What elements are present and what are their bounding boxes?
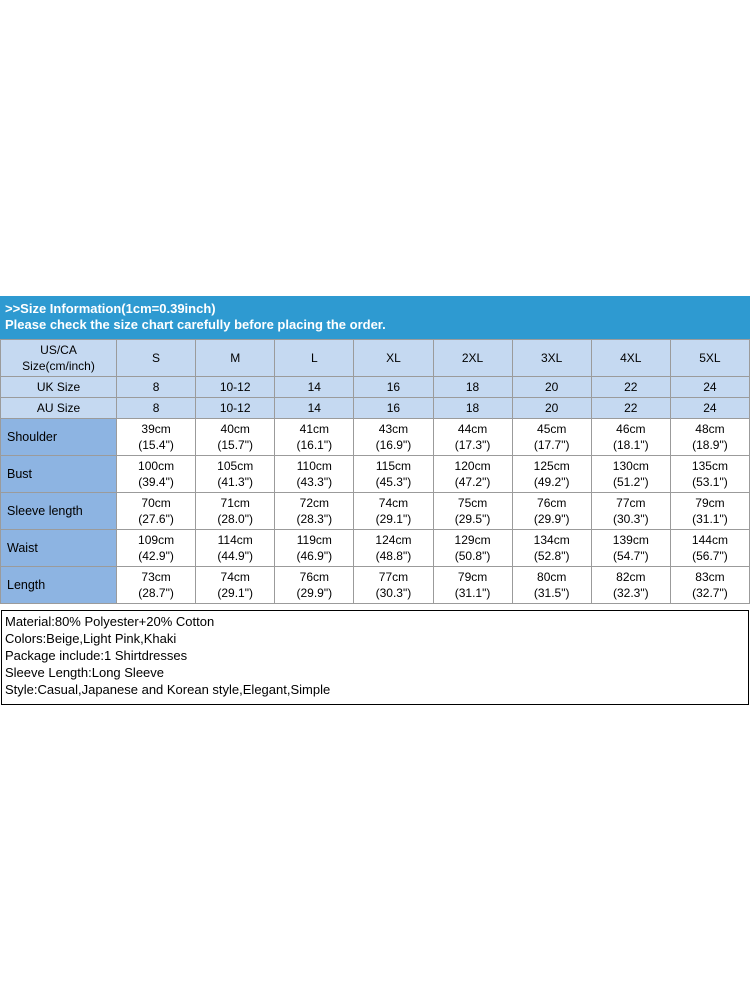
banner-line-2: Please check the size chart carefully before placing the order. [5,317,386,332]
measurement-cell: 76cm (29.9") [275,567,354,604]
size-value-cell: 10-12 [196,377,275,398]
measurement-cell: 43cm (16.9") [354,419,433,456]
size-value-cell: 20 [512,377,591,398]
measurement-cell: 144cm (56.7") [670,530,749,567]
measurement-cell: 45cm (17.7") [512,419,591,456]
measurement-row-label: Sleeve length [1,493,117,530]
measurement-cell: 100cm (39.4") [117,456,196,493]
size-value-cell: 14 [275,398,354,419]
size-column-header: 2XL [433,340,512,377]
measurement-cell: 75cm (29.5") [433,493,512,530]
measurement-cell: 110cm (43.3") [275,456,354,493]
measurement-cell: 115cm (45.3") [354,456,433,493]
corner-header: US/CA Size(cm/inch) [1,340,117,377]
measurement-cell: 71cm (28.0") [196,493,275,530]
measurement-cell: 79cm (31.1") [670,493,749,530]
size-column-header: 3XL [512,340,591,377]
measurement-cell: 77cm (30.3") [591,493,670,530]
size-column-header: 4XL [591,340,670,377]
measurement-cell: 82cm (32.3") [591,567,670,604]
measurement-cell: 40cm (15.7") [196,419,275,456]
size-value-cell: 22 [591,377,670,398]
size-table [0,339,750,604]
measurement-cell: 39cm (15.4") [117,419,196,456]
details-line-package: Package include:1 Shirtdresses [5,648,188,663]
details-box [1,610,749,705]
size-value-cell: 24 [670,377,749,398]
size-value-cell: 22 [591,398,670,419]
size-column-header: 5XL [670,340,749,377]
measurement-row-label: Waist [1,530,117,567]
measurement-cell: 46cm (18.1") [591,419,670,456]
measurement-cell: 135cm (53.1") [670,456,749,493]
measurement-cell: 77cm (30.3") [354,567,433,604]
measurement-cell: 73cm (28.7") [117,567,196,604]
measurement-cell: 134cm (52.8") [512,530,591,567]
measurement-row-label: Length [1,567,117,604]
measurement-cell: 44cm (17.3") [433,419,512,456]
measurement-cell: 130cm (51.2") [591,456,670,493]
size-info-banner [0,296,750,339]
size-column-header: S [117,340,196,377]
measurement-cell: 80cm (31.5") [512,567,591,604]
measurement-cell: 70cm (27.6") [117,493,196,530]
size-value-cell: 16 [354,377,433,398]
size-value-cell: 10-12 [196,398,275,419]
details-line-material: Material:80% Polyester+20% Cotton [5,614,215,629]
measurement-cell: 74cm (29.1") [196,567,275,604]
measurement-cell: 120cm (47.2") [433,456,512,493]
measurement-cell: 41cm (16.1") [275,419,354,456]
size-column-header: L [275,340,354,377]
measurement-cell: 79cm (31.1") [433,567,512,604]
measurement-cell: 129cm (50.8") [433,530,512,567]
size-value-cell: 20 [512,398,591,419]
measurement-cell: 48cm (18.9") [670,419,749,456]
details-line-sleeve: Sleeve Length:Long Sleeve [5,665,165,680]
banner-line-1: >>Size Information(1cm=0.39inch) [5,301,216,316]
size-row-label: AU Size [1,398,117,419]
size-value-cell: 8 [117,377,196,398]
measurement-cell: 76cm (29.9") [512,493,591,530]
measurement-cell: 72cm (28.3") [275,493,354,530]
measurement-cell: 74cm (29.1") [354,493,433,530]
measurement-cell: 119cm (46.9") [275,530,354,567]
measurement-row-label: Bust [1,456,117,493]
size-column-header: XL [354,340,433,377]
size-value-cell: 24 [670,398,749,419]
size-value-cell: 16 [354,398,433,419]
measurement-cell: 125cm (49.2") [512,456,591,493]
measurement-cell: 114cm (44.9") [196,530,275,567]
size-value-cell: 8 [117,398,196,419]
size-value-cell: 18 [433,398,512,419]
details-line-colors: Colors:Beige,Light Pink,Khaki [5,631,177,646]
size-value-cell: 18 [433,377,512,398]
measurement-cell: 83cm (32.7") [670,567,749,604]
size-column-header: M [196,340,275,377]
measurement-cell: 124cm (48.8") [354,530,433,567]
size-value-cell: 14 [275,377,354,398]
measurement-cell: 109cm (42.9") [117,530,196,567]
measurement-cell: 105cm (41.3") [196,456,275,493]
measurement-row-label: Shoulder [1,419,117,456]
measurement-cell: 139cm (54.7") [591,530,670,567]
details-line-style: Style:Casual,Japanese and Korean style,Elegant,Simple [5,682,331,697]
size-row-label: UK Size [1,377,117,398]
